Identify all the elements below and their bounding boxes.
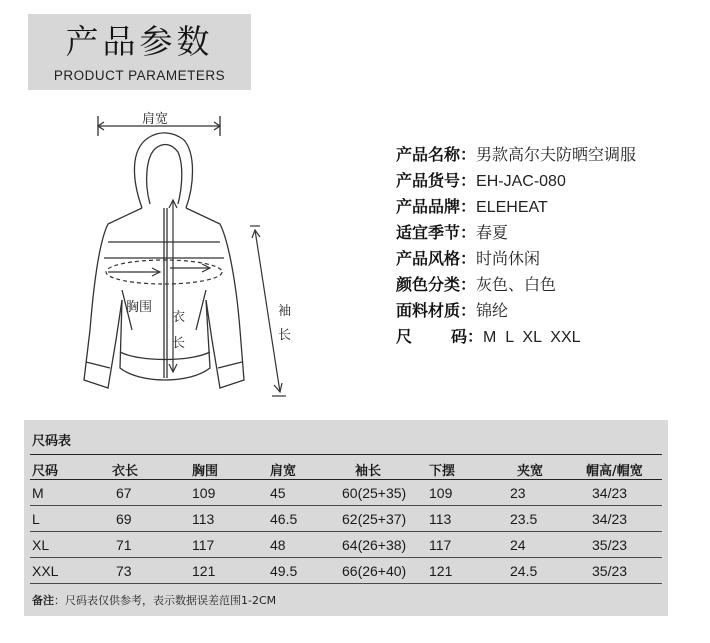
table-cell: 121	[192, 563, 216, 579]
spec-row-sku: 产品货号：EH-JAC-080	[396, 171, 566, 190]
header-cell: 袖长	[355, 464, 382, 479]
table-cell: 66(26+40)	[342, 563, 407, 579]
table-cell: 60(25+35)	[342, 485, 407, 501]
table-cell: 23	[510, 485, 526, 501]
table-cell: 69	[116, 511, 132, 527]
table-cell: 34/23	[592, 511, 628, 527]
chest-label: 胸围	[126, 300, 153, 315]
table-header-row	[30, 457, 662, 480]
spec-value: 锦纶	[476, 303, 509, 320]
spec-row-style: 产品风格：时尚休闲	[396, 249, 541, 268]
note-text: ：尺码表仅供参考，表示数据误差范围1-2CM	[54, 594, 277, 607]
spec-value: 春夏	[476, 225, 509, 242]
table-cell: 117	[192, 537, 215, 553]
table-cell: 23.5	[510, 511, 538, 527]
jacket-diagram	[60, 100, 320, 410]
spec-key: 面料材质	[396, 301, 461, 320]
sleeve-label-1: 袖	[278, 304, 292, 319]
table-cell: 121	[429, 563, 453, 579]
spec-key: 产品风格	[396, 249, 461, 268]
table-cell: 113	[429, 511, 452, 527]
spec-value: 男款高尔夫防晒空调服	[476, 147, 637, 164]
header-cell: 胸围	[192, 464, 219, 479]
table-row	[30, 480, 662, 506]
header-cell: 夹宽	[517, 464, 544, 479]
spec-row-size: 尺 码：M L XL XXL	[396, 327, 581, 346]
header-cell: 肩宽	[270, 464, 297, 479]
table-cell: 62(25+37)	[342, 511, 407, 527]
spec-value: ELEHEAT	[476, 199, 548, 216]
table-cell: M	[32, 485, 44, 501]
table-cell: 109	[429, 485, 453, 501]
table-row	[30, 532, 662, 558]
table-cell: 71	[116, 537, 132, 553]
table-cell: 49.5	[270, 563, 298, 579]
header-cell: 尺码	[32, 464, 59, 479]
header-cell: 下摆	[429, 464, 456, 479]
spec-key: 产品名称	[396, 145, 461, 164]
spec-row-season: 适宜季节：春夏	[396, 223, 509, 242]
spec-row-brand: 产品品牌：ELEHEAT	[396, 197, 548, 216]
spec-key: 产品货号	[396, 171, 461, 190]
table-cell: 45	[270, 485, 286, 501]
table-cell: 73	[116, 563, 132, 579]
table-cell: 24.5	[510, 563, 538, 579]
sleeve-label-2: 长	[278, 328, 292, 343]
spec-row-color: 颜色分类：灰色、白色	[396, 275, 557, 294]
length-label-1: 衣	[172, 310, 186, 325]
table-cell: 35/23	[592, 537, 628, 553]
spec-value: 灰色、白色	[476, 277, 557, 294]
table-cell: 64(26+38)	[342, 537, 407, 553]
table-cell: 113	[192, 511, 215, 527]
size-table-panel	[24, 420, 668, 616]
table-cell: 35/23	[592, 563, 628, 579]
spec-key: 颜色分类	[396, 275, 461, 294]
length-label-2: 长	[172, 336, 186, 351]
table-note	[32, 592, 276, 608]
header-block	[28, 14, 251, 90]
spec-list	[396, 142, 636, 350]
spec-value: 时尚休闲	[476, 251, 541, 268]
table-cell: 24	[510, 537, 526, 553]
table-cell: XXL	[32, 563, 59, 579]
header-cell: 衣长	[112, 464, 139, 479]
header-cell: 帽高/帽宽	[586, 464, 643, 479]
size-table	[30, 457, 662, 584]
table-cell: 117	[429, 537, 452, 553]
spec-key: 产品品牌	[396, 197, 461, 216]
spec-key: 尺 码	[396, 327, 467, 346]
spec-row-material: 面料材质：锦纶	[396, 301, 509, 320]
spec-value: EH-JAC-080	[476, 173, 566, 190]
shoulder-label: 肩宽	[142, 112, 169, 127]
table-cell: 34/23	[592, 485, 628, 501]
table-cell: XL	[32, 537, 50, 553]
spec-value: M L XL XXL	[483, 329, 581, 346]
table-row	[30, 558, 662, 584]
spec-key: 适宜季节	[396, 223, 461, 242]
table-cell: L	[32, 511, 40, 527]
table-cell: 109	[192, 485, 216, 501]
table-cell: 67	[116, 485, 132, 501]
table-row	[30, 506, 662, 532]
table-top-rule	[30, 454, 662, 455]
spec-row-name: 产品名称：男款高尔夫防晒空调服	[396, 145, 637, 164]
page-subtitle: PRODUCT PARAMETERS	[53, 68, 226, 83]
table-cell: 46.5	[270, 511, 298, 527]
page-title: 产品参数	[65, 22, 214, 61]
table-cell: 48	[270, 537, 286, 553]
size-table-title: 尺码表	[32, 434, 72, 449]
note-label: 备注	[32, 594, 54, 607]
